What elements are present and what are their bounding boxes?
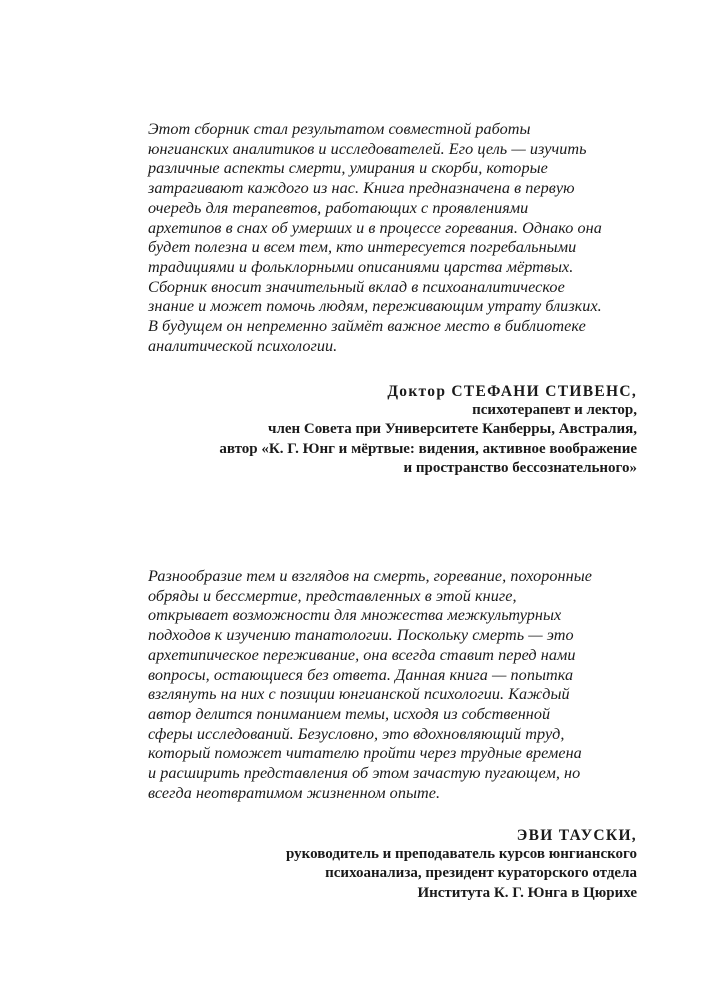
quote-line: всегда неотвратимом жизненном опыте.	[148, 783, 441, 802]
author-credential: автор «К. Г. Юнг и мёртвые: видения, активное воображение	[219, 440, 637, 457]
quote-line: Этот сборник стал результатом совместной работы	[148, 120, 531, 138]
quote-line: обряды и бессмертие, представленных в этой книге,	[148, 586, 517, 605]
quote-line: сферы исследований. Безусловно, это вдохновляющий труд,	[148, 724, 565, 743]
author-credential: психоанализа, президент кураторского отдела	[325, 865, 637, 882]
author-credential: и пространство бессознательного»	[403, 459, 637, 476]
quote-line: который поможет читателю пройти через трудные времена	[148, 744, 582, 763]
quote-line: знание и может помочь людям, переживающим утрату близких.	[148, 297, 602, 316]
author-credential: Института К. Г. Юнга в Цюрихе	[417, 884, 637, 901]
quote-line: Разнообразие тем и взглядов на смерть, горевание, похоронные	[148, 567, 592, 585]
quote-line: будет полезна и всем тем, кто интересуется погребальными	[148, 238, 577, 257]
author-credential: член Совета при Университете Канберры, Австралия,	[268, 421, 637, 438]
author-name: ЭВИ ТАУСКИ,	[516, 827, 637, 844]
endorsement-quote-2	[148, 567, 648, 803]
quote-line: аналитической психологии.	[148, 336, 338, 355]
quote-line: автор делится пониманием темы, исходя из собственной	[148, 704, 551, 723]
quote-line: различные аспекты смерти, умирания и скорби, которые	[148, 159, 548, 178]
quote-line: очередь для терапевтов, работающих с проявлениями	[148, 198, 529, 217]
author-name: Доктор СТЕФАНИ СТИВЕНС,	[387, 383, 637, 400]
author-credential: психотерапевт и лектор,	[472, 402, 637, 419]
quote-line: юнгианских аналитиков и исследователей. Его цель — изучить	[148, 139, 587, 158]
quote-line: и расширить представления об этом зачастую пугающем, но	[148, 764, 581, 783]
quote-line: традициями и фольклорными описаниями царства мёртвых.	[148, 257, 574, 276]
quote-line: архетипическое переживание, она всегда ставит перед нами	[148, 645, 576, 664]
quote-line: подходов к изучению танатологии. Поскольку смерть — это	[148, 626, 574, 645]
quote-line: затрагивают каждого из нас. Книга предназначена в первую	[148, 179, 575, 198]
quote-line: вопросы, остающиеся без ответа. Данная книга — попытка	[148, 665, 574, 684]
quote-line: открывает возможности для множества межкультурных	[148, 606, 562, 625]
endorsement-attribution-2	[286, 826, 637, 903]
quote-line: взглянуть на них с позиции юнгианской психологии. Каждый	[148, 685, 570, 704]
endorsement-quote-1	[148, 120, 648, 356]
quote-line: В будущем он непременно займёт важное место в библиотеке	[148, 317, 586, 336]
quote-line: Сборник вносит значительный вклад в психоаналитическое	[148, 277, 565, 296]
quote-line: архетипов в снах об умерших и в процессе горевания. Однако она	[148, 218, 602, 237]
endorsement-attribution-1	[219, 382, 637, 478]
author-credential: руководитель и преподаватель курсов юнгианского	[286, 846, 637, 863]
